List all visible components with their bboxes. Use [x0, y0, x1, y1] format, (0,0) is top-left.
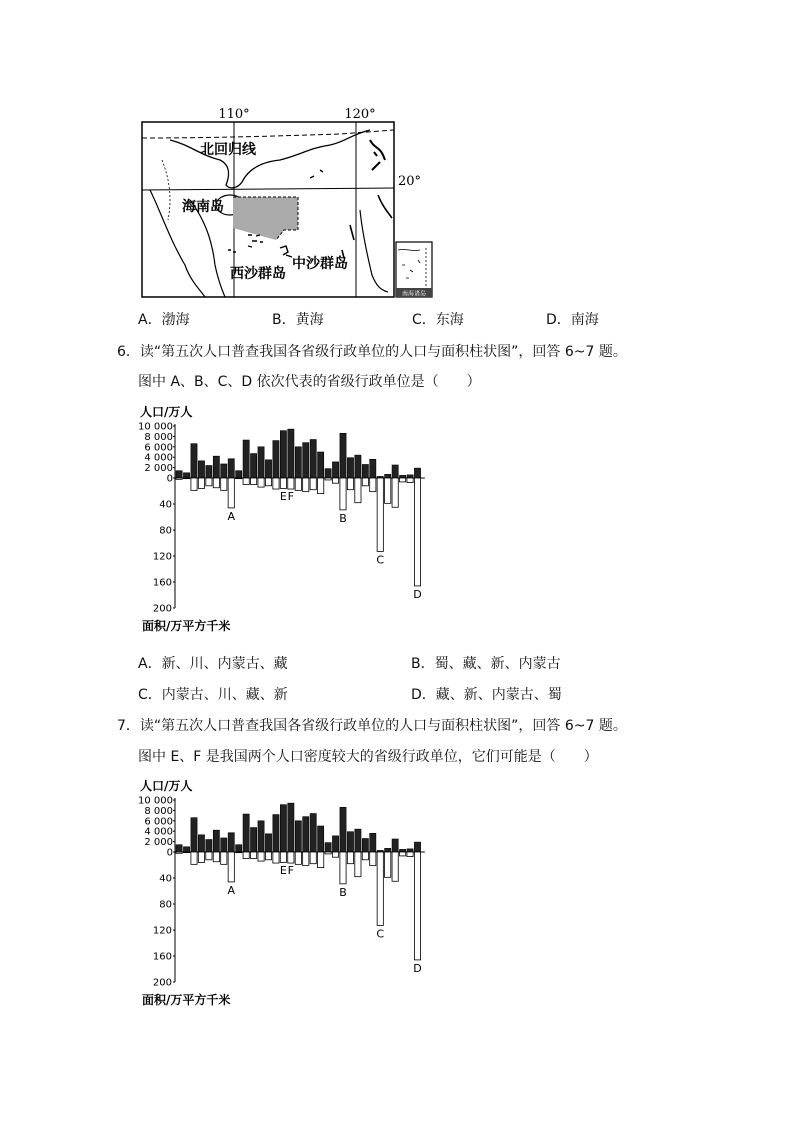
population-bar: [414, 468, 420, 478]
y-axis-label-area: 面积/万平方千米: [142, 993, 231, 1007]
area-bar: [221, 478, 227, 490]
area-bar: [243, 852, 249, 859]
area-bar: [347, 478, 353, 490]
area-tick-label: 200: [152, 977, 172, 989]
area-bar: [236, 852, 242, 853]
q5-option-d[interactable]: D．南海: [546, 312, 599, 328]
area-tick-label: 80: [159, 525, 172, 537]
lon-120-label: 120°: [344, 107, 376, 122]
area-tick-label: 160: [152, 577, 172, 589]
population-bar: [407, 475, 413, 478]
area-bar: [385, 478, 391, 503]
population-bar: [303, 817, 309, 852]
area-bar: [273, 852, 279, 863]
area-bar: [407, 478, 413, 483]
bar-label-d: D: [413, 961, 422, 975]
bar-label-b: B: [339, 511, 347, 525]
population-bar: [340, 807, 346, 852]
area-tick-label: 120: [152, 925, 172, 937]
area-bar: [377, 852, 383, 925]
area-bar: [243, 478, 249, 485]
area-bar: [355, 852, 361, 877]
area-bar: [273, 478, 279, 489]
population-bar: [228, 833, 234, 852]
area-bar: [332, 852, 338, 857]
population-bar: [243, 814, 249, 852]
area-bar: [385, 852, 391, 877]
q6-option-b[interactable]: B．蜀、藏、新、内蒙古: [411, 656, 561, 672]
area-tick-label: 40: [159, 873, 172, 885]
area-tick-label: 200: [152, 603, 172, 615]
population-bar: [318, 452, 324, 478]
area-bar: [295, 852, 301, 864]
area-bar: [258, 852, 264, 861]
area-tick-label: 80: [159, 899, 172, 911]
y-axis-label-area: 面积/万平方千米: [142, 619, 231, 633]
area-bar: [310, 478, 316, 490]
area-bar: [213, 478, 219, 488]
lon-110-label: 110°: [218, 107, 250, 122]
pop-tick-label: 6 000: [144, 816, 173, 828]
population-bar: [370, 833, 376, 852]
pop-tick-label: 10 000: [138, 421, 173, 433]
q6-option-c[interactable]: C．内蒙古、川、藏、新: [138, 687, 288, 703]
population-bar: [332, 462, 338, 478]
area-bar: [280, 852, 286, 862]
area-bar: [325, 478, 331, 480]
pop-tick-label: 4 000: [144, 452, 173, 464]
y-axis-label-population: 人口/万人: [140, 405, 193, 419]
area-bar: [362, 852, 368, 860]
tropic-label: 北回归线: [200, 142, 256, 158]
area-bar: [392, 478, 398, 507]
area-tick-label: 40: [159, 499, 172, 511]
pop-tick-label: 0: [166, 847, 173, 859]
area-tick-label: 160: [152, 951, 172, 963]
population-bar: [288, 803, 294, 852]
population-bar: [295, 821, 301, 852]
q7-question: 图中 E、F 是我国两个人口密度较大的省级行政单位，它们可能是（ ）: [138, 749, 598, 765]
area-bar: [206, 478, 212, 486]
area-bar: [310, 852, 316, 864]
population-bar: [236, 845, 242, 852]
population-bar: [407, 849, 413, 852]
population-bar: [385, 848, 391, 852]
population-bar: [206, 466, 212, 478]
population-bar: [191, 444, 197, 478]
area-bar: [340, 478, 346, 510]
area-bar: [295, 478, 301, 490]
population-bar: [385, 474, 391, 478]
population-bar: [332, 836, 338, 852]
population-bar: [221, 838, 227, 852]
bar-label-f: F: [287, 864, 295, 877]
population-bar: [265, 834, 271, 852]
population-bar: [213, 830, 219, 852]
bar-label-d: D: [413, 587, 422, 601]
population-bar: [280, 805, 286, 852]
area-tick-label: 120: [152, 551, 172, 563]
area-bar: [280, 478, 286, 488]
q5-option-b[interactable]: B．黄海: [272, 312, 324, 328]
area-bar: [407, 852, 413, 857]
area-bar: [362, 478, 368, 486]
area-bar: [221, 852, 227, 864]
area-bar: [198, 478, 204, 488]
area-bar: [318, 478, 324, 494]
area-bar: [251, 852, 257, 859]
population-bar: [347, 458, 353, 478]
bar-label-c: C: [376, 927, 385, 941]
area-bar: [251, 478, 257, 485]
population-bar: [347, 832, 353, 852]
area-bar: [414, 852, 420, 960]
bar-label-f: F: [287, 490, 295, 503]
population-bar: [183, 473, 189, 478]
population-bar: [303, 443, 309, 478]
area-bar: [198, 852, 204, 862]
area-bar: [183, 852, 189, 853]
area-bar: [265, 852, 271, 860]
hainan-label: 海南岛: [182, 199, 224, 215]
population-bar: [340, 433, 346, 478]
population-bar: [258, 447, 264, 478]
population-bar: [414, 842, 420, 852]
q5-option-c[interactable]: C．东海: [412, 312, 464, 328]
xisha-label: 西沙群岛: [230, 266, 286, 282]
area-bar: [176, 478, 182, 479]
q7-stem: 7．读“第五次人口普查我国各省级行政单位的人口与面积柱状图”，回答 6~7 题。: [117, 718, 627, 734]
area-bar: [414, 478, 420, 586]
population-bar: [288, 429, 294, 478]
area-bar: [191, 852, 197, 864]
pop-tick-label: 4 000: [144, 826, 173, 838]
area-bar: [288, 478, 294, 489]
population-bar: [176, 845, 182, 852]
population-bar: [183, 847, 189, 852]
population-bar: [206, 840, 212, 852]
population-bar: [265, 460, 271, 478]
pop-tick-label: 2 000: [144, 463, 173, 475]
area-bar: [176, 852, 182, 853]
population-bar: [228, 459, 234, 478]
y-axis-label-population: 人口/万人: [140, 779, 193, 793]
population-bar: [176, 471, 182, 478]
chart-2: [138, 776, 438, 1011]
area-bar: [265, 478, 271, 486]
population-bar: [251, 828, 257, 852]
area-bar: [183, 478, 189, 479]
population-bar: [392, 465, 398, 478]
population-bar: [362, 464, 368, 478]
bar-label-c: C: [376, 553, 385, 567]
pop-tick-label: 0: [166, 473, 173, 485]
population-bar: [213, 456, 219, 478]
population-bar: [370, 459, 376, 478]
area-bar: [318, 852, 324, 868]
area-bar: [288, 852, 294, 863]
pop-tick-label: 10 000: [138, 795, 173, 807]
population-bar: [310, 440, 316, 478]
population-bar: [251, 454, 257, 478]
area-bar: [206, 852, 212, 860]
population-bar: [325, 843, 331, 852]
area-bar: [347, 852, 353, 864]
area-bar: [228, 852, 234, 882]
area-bar: [400, 478, 406, 482]
population-bar: [310, 814, 316, 852]
lat-20-label: 20°: [398, 174, 422, 189]
area-bar: [303, 852, 309, 866]
area-bar: [332, 478, 338, 483]
bar-label-e: E: [279, 490, 287, 503]
bar-label-a: A: [227, 509, 236, 523]
bar-label-a: A: [227, 883, 236, 897]
population-bar: [392, 839, 398, 852]
population-bar: [355, 455, 361, 478]
map-figure: [130, 100, 440, 300]
area-bar: [228, 478, 234, 508]
population-bar: [273, 441, 279, 478]
pop-tick-label: 2 000: [144, 837, 173, 849]
area-bar: [258, 478, 264, 487]
bar-label-b: B: [339, 885, 347, 899]
area-bar: [236, 478, 242, 479]
area-bar: [392, 852, 398, 881]
pop-tick-label: 8 000: [144, 431, 173, 443]
area-bar: [191, 478, 197, 490]
q6-stem: 6．读“第五次人口普查我国各省级行政单位的人口与面积柱状图”，回答 6~7 题。: [117, 344, 627, 360]
population-bar: [362, 838, 368, 852]
area-bar: [370, 852, 376, 866]
population-bar: [280, 431, 286, 478]
population-area-chart-1: [138, 402, 438, 637]
inset-label: 南海诸岛: [401, 290, 427, 298]
area-bar: [355, 478, 361, 503]
population-bar: [295, 447, 301, 478]
population-bar: [191, 818, 197, 852]
population-bar: [198, 835, 204, 852]
population-area-chart-2: [138, 776, 438, 1011]
area-bar: [213, 852, 219, 862]
population-bar: [325, 469, 331, 478]
population-bar: [236, 471, 242, 478]
pop-tick-label: 6 000: [144, 442, 173, 454]
chart-1: [138, 402, 438, 637]
area-bar: [303, 478, 309, 492]
area-bar: [370, 478, 376, 492]
south-china-sea-map: [130, 100, 440, 300]
area-bar: [400, 852, 406, 856]
population-bar: [243, 440, 249, 478]
population-bar: [221, 464, 227, 478]
area-bar: [325, 852, 331, 854]
bar-label-e: E: [279, 864, 287, 877]
area-bar: [377, 478, 383, 551]
population-bar: [258, 821, 264, 852]
q6-question: 图中 A、B、C、D 依次代表的省级行政单位是（ ）: [138, 374, 481, 390]
pop-tick-label: 8 000: [144, 805, 173, 817]
population-bar: [318, 826, 324, 852]
population-bar: [198, 461, 204, 478]
area-bar: [340, 852, 346, 884]
population-bar: [273, 815, 279, 852]
q5-option-a[interactable]: A．渤海: [138, 312, 190, 328]
q6-option-a[interactable]: A．新、川、内蒙古、藏: [138, 656, 288, 672]
q6-option-d[interactable]: D．藏、新、内蒙古、蜀: [411, 687, 562, 703]
population-bar: [355, 829, 361, 852]
zhongsha-label: 中沙群岛: [292, 256, 348, 272]
